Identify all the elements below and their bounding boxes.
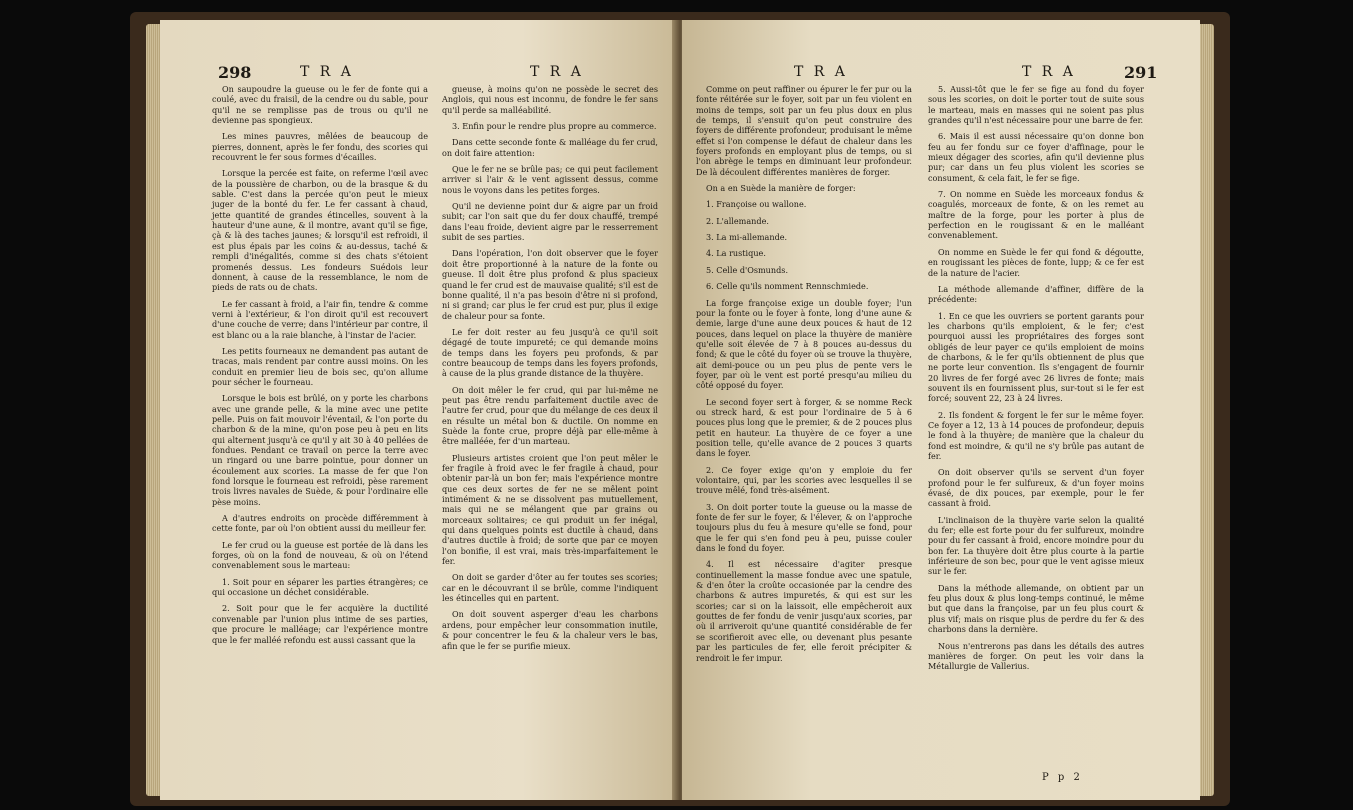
text-column xyxy=(928,84,1144,678)
paragraph: Qu'il ne devienne point dur & aigre par un froid subit; car l'on sait que du fer doux chauffé, trempé dans l'eau froide, devient aigre par le resserrement subit de ses parties. xyxy=(442,201,658,243)
paragraph: 4. Il est nécessaire d'agiter presque continuellement la masse fondue avec une spatule, & d'en ôter la croûte occasionée par la cendre des charbons & autres impuretés, & qui est sur les scories; car si on la laissoit, elle empêcheroit aux gouttes de fer fondu de venir jusqu'aux scories, par où il arriveroit qu'une quantité considérable de fer se scorifieroit avec elle, ou devenant plus pesante par les particules de fer, elle feroit précipiter & rendroit le fer impur. xyxy=(696,559,912,663)
paragraph: Comme on peut raffiner ou épurer le fer pur ou la fonte réitérée sur le foyer, soit par un feu violent en moins de temps, soit par un feu plus doux en plus de temps, il s'ensuit qu'on peut construire des foyers de différente profondeur, produisant le même effet si l'on compense le défaut de chaleur dans les foyers profonds en employant plus de temps, ou si l'on abrège le temps en diminuant leur profondeur. De là découlent différentes manières de forger. xyxy=(696,84,912,177)
paragraph: Que le fer ne se brûle pas; ce qui peut facilement arriver si l'air & le vent agissent dessus, comme nous le voyons dans les petites forges. xyxy=(442,164,658,195)
paragraph: Dans la méthode allemande, on obtient par un feu plus doux & plus long-temps continué, le même but que dans la françoise, par un feu plus court & plus vif; mais on risque plus de perdre du fer & des charbons dans la dernière. xyxy=(928,582,1144,635)
paragraph: Plusieurs artistes croient que l'on peut mêler le fer fragile à froid avec le fer fragile à chaud, pour obtenir par-là un bon fer; mais l'expérience montre que ces deux sortes de fer ne se mêlent point intimément & ne se dissolvent pas mutuellement, mais qui ne se mélangent que par grains ou morceaux solitaires; ce qui produit un fer inégal, qui dans quelques points est ductile à chaud, dans d'autres ductile à froid; de sorte que par ce moyen l'on bonifie, il est vrai, mais très-imparfaitement le fer. xyxy=(442,452,658,567)
running-head: T R A xyxy=(794,64,848,80)
paragraph: 1. Soit pour en séparer les parties étrangères; ce qui occasione un déchet considérable. xyxy=(212,576,428,598)
left-page xyxy=(160,20,678,800)
open-book xyxy=(160,14,1200,800)
paragraph: 2. L'allemande. xyxy=(706,215,769,226)
paragraph: Dans cette seconde fonte & malléage du fer crud, on doit faire attention: xyxy=(442,137,658,158)
paragraph: Lorsque la percée est faite, on referme l'œil avec de la poussière de charbon, ou de la brasque & du sable. C'est dans la percée qu'on peut le mieux juger de la bonté du fer. Le fer cassant à chaud, jette quantité de grandes étincelles, souvent à la hauteur d'une aune, & il montre, avant qu'il se fige, çà & là des taches jaunes; & lorsqu'il est refroidi, il est plus épais par les coins & au-dessus, taché & rempli d'inégalités, comme si des chats s'étoient promenés dessus. Les fondeurs Suédois leur donnent, à cause de la ressemblance, le nom de pieds de rats ou de chats. xyxy=(212,168,428,293)
paragraph: 5. Celle d'Osmunds. xyxy=(706,264,789,275)
paragraph: On doit souvent asperger d'eau les charbons ardens, pour empêcher leur consommation inutile, & pour concentrer le feu & la chaleur vers le bas, afin que le fer se purifie mieux. xyxy=(442,609,658,651)
paragraph: 1. En ce que les ouvriers se portent garants pour les charbons qu'ils emploient, & le fer; c'est pourquoi aussi les propriétaires des forges sont obligés de leur payer ce qu'ils emploient de moins de charbons, & le fer qu'ils obtiennent de plus que ne porte leur convention. Ils s'engagent de fournir 20 livres de fer forgé avec 26 livres de fonte; mais souvent ils en fournissent plus, sur-tout si le fer est forcé; souvent 22, 23 à 24 livres. xyxy=(928,310,1144,404)
paragraph: L'inclinaison de la thuyère varie selon la qualité du fer; elle est forte pour du fer sulfureux, moindre pour du fer cassant à froid, encore moindre pour du bon fer. La thuyère doit être plus courte à la partie inférieure de son bec, pour que le vent agisse mieux sur le fer. xyxy=(928,514,1144,577)
paragraph: 3. Enfin pour le rendre plus propre au commerce. xyxy=(452,121,657,132)
paragraph: A d'autres endroits on procède différemment à cette fonte, par où l'on obtient aussi du meilleur fer. xyxy=(212,513,428,534)
paragraph: 6. Celle qu'ils nomment Rennschmiede. xyxy=(706,281,869,292)
paragraph: La forge françoise exige un double foyer; l'un pour la fonte ou le foyer à fonte, long d'une aune & demie, large d'une aune deux pouces & haut de 12 pouces, dans lequel on place la thuyère de manière qu'elle soit élevée de 7 à 8 pouces au-dessus du fond; & que le côté du foyer où se trouve la thuyère, ait demi-pouce ou un peu plus de pente vers le foyer, par où le vent est porté presqu'au milieu du côté opposé du foyer. xyxy=(696,297,912,391)
paragraph: Le fer doit rester au feu jusqu'à ce qu'il soit dégagé de toute impureté; ce qui demande moins de temps dans les foyers peu profonds, & par contre beaucoup de temps dans les foyers profonds, à cause de la plus grande distance de la thuyère. xyxy=(442,326,658,379)
paragraph: 7. On nomme en Suède les morceaux fondus & coagulés, morceaux de fonte, & on les remet au maître de la forge, pour les porter à plus de perfection en le rougissant & en le malléant convenablement. xyxy=(928,189,1144,241)
paragraph: On doit se garder d'ôter au fer toutes ses scories; car en le découvrant il se brûle, comme l'indiquent les étincelles qui en partent. xyxy=(442,572,658,604)
running-head: T R A xyxy=(1022,64,1076,80)
paragraph: 4. La rustique. xyxy=(706,248,766,259)
page-number: 291 xyxy=(1124,63,1158,82)
paragraph: 2. Ils fondent & forgent le fer sur le même foyer. Ce foyer a 12, 13 à 14 pouces de profondeur, depuis le fond à la thuyère; de manière que la chaleur du fond est moindre, & qu'il ne s'y brûle pas autant de fer. xyxy=(928,409,1144,461)
paragraph: 1. Françoise ou wallone. xyxy=(706,199,807,210)
signature-mark: P p 2 xyxy=(1042,772,1083,783)
paragraph: Dans l'opération, l'on doit observer que le foyer doit être proportionné à la nature de la fonte ou gueuse. Il doit être plus profond & plus spacieux quand le fer crud est de mauvaise qualité; s'il est de bonne qualité, il n'a pas besoin d'être ni si profond, ni si grand; car plus le fer crud est pur, plus il exige de chaleur pour sa fonte. xyxy=(442,248,658,321)
paragraph: 3. La mi-allemande. xyxy=(706,232,788,243)
paragraph: 2. Ce foyer exige qu'on y emploie du fer volontaire, qui, par les scories avec lesquelles il se trouve mêlé, fond très-aisément. xyxy=(696,464,912,496)
text-column xyxy=(212,84,428,651)
paragraph: On doit mêler le fer crud, qui par lui-même ne peut pas être rendu parfaitement ductile avec de l'autre fer crud, pour que du mélange de ces deux il en résulte un métal bon & ductile. On nomme en Suède la fonte crue, propre déjà par elle-même à être malléée, fer d'un marteau. xyxy=(442,384,658,447)
paragraph: La méthode allemande d'affiner, diffère de la précédente: xyxy=(928,283,1144,305)
paragraph: On a en Suède la manière de forger: xyxy=(706,183,856,194)
paragraph: Nous n'entrerons pas dans les détails des autres manières de forger. On peut les voir dans la Métallurgie de Vallerius. xyxy=(928,640,1144,672)
paragraph: 6. Mais il est aussi nécessaire qu'on donne bon feu au fer fondu sur ce foyer d'affinage, pour le mieux dégager des scories, afin qu'il devienne plus pur; car dans un feu plus violent les scories se consument, & cela fait, le fer se fige. xyxy=(928,131,1144,183)
paragraph: 2. Soit pour que le fer acquière la ductilité convenable par l'union plus intime de ses parties, que procure le malléage; car l'expérience montre que le fer malléé refondu est aussi cassant que la xyxy=(212,603,428,645)
paragraph: Lorsque le bois est brûlé, on y porte les charbons avec une grande pelle, & la mine avec une petite pelle. Puis on fait mouvoir l'éventail, & l'on porte du charbon & de la mine, qu'on pose peu à peu en lits qui alternent jusqu'à ce qu'il y ait 30 à 40 pellées de fondues. Pendant ce travail on perce la terre avec un ringard ou une barre pointue, pour donner un écoulement aux scories. La masse de fer que l'on fond lorsque le fourneau est refroidi, pèse rarement trois livres navales de Suède, & pour l'ordinaire elle pèse moins. xyxy=(212,393,428,507)
paragraph: Les petits fourneaux ne demandent pas autant de tracas, mais rendent par contre aussi moins. On les conduit en premier lieu de bois sec, qu'on allume pour sécher le fourneau. xyxy=(212,345,428,387)
running-head: T R A xyxy=(530,64,584,80)
paragraph: On doit observer qu'ils se servent d'un foyer profond pour le fer sulfureux, & d'un foyer moins évasé, de dix pouces, par exemple, pour le fer cassant à froid. xyxy=(928,467,1144,509)
paragraph: On saupoudre la gueuse ou le fer de fonte qui a coulé, avec du fraisil, de la cendre ou du sable, pour qu'il ne se remplisse pas de trous ou qu'il ne devienne pas spongieux. xyxy=(212,84,428,126)
page-number: 298 xyxy=(218,63,252,82)
running-head: T R A xyxy=(300,64,354,80)
paragraph: 5. Aussi-tôt que le fer se fige au fond du foyer sous les scories, on doit le porter tout de suite sous le marteau, mais en masses qui ne soient pas plus grandes qu'il n'est nécessaire pour une barre de fer. xyxy=(928,84,1144,126)
paragraph: Les mines pauvres, mêlées de beaucoup de pierres, donnent, après le fer fondu, des scories qui recouvrent le fer sous formes d'écailles. xyxy=(212,131,428,163)
paragraph: Le fer cassant à froid, a l'air fin, tendre & comme verni à l'extérieur, & l'on diroit qu'il est recouvert d'une couche de verre; dans l'intérieur par contre, il est blanc ou a la raie blanche, à l'instar de l'acier. xyxy=(212,298,428,340)
paragraph: gueuse, à moins qu'on ne possède le secret des Anglois, qui nous est inconnu, de fondre le fer sans qu'il perde sa malléabilité. xyxy=(442,84,658,115)
right-page xyxy=(682,20,1200,800)
text-column xyxy=(442,84,658,657)
paragraph: 3. On doit porter toute la gueuse ou la masse de fonte de fer sur le foyer, & l'élever, & on l'approche toujours plus du feu à mesure qu'elle se fond, pour que le fer qui s'en fond peu à peu, puisse couler dans le fond du foyer. xyxy=(696,501,912,554)
paragraph: Le second foyer sert à forger, & se nomme Reck ou streck hard, & est pour l'ordinaire de 5 à 6 pouces plus long que le premier, & de 2 pouces plus petit en hauteur. La thuyère de ce foyer a une position telle, qu'elle avance de 2 pouces 3 quarts dans le foyer. xyxy=(696,396,912,459)
paragraph: On nomme en Suède le fer qui fond & dégoutte, en rougissant les pièces de fonte, lupp; & ce fer est de la nature de l'acier. xyxy=(928,246,1144,278)
text-column xyxy=(696,84,912,669)
paragraph: Le fer crud ou la gueuse est portée de là dans les forges, où on la fond de nouveau, & où on l'étend convenablement sous le marteau: xyxy=(212,539,428,571)
